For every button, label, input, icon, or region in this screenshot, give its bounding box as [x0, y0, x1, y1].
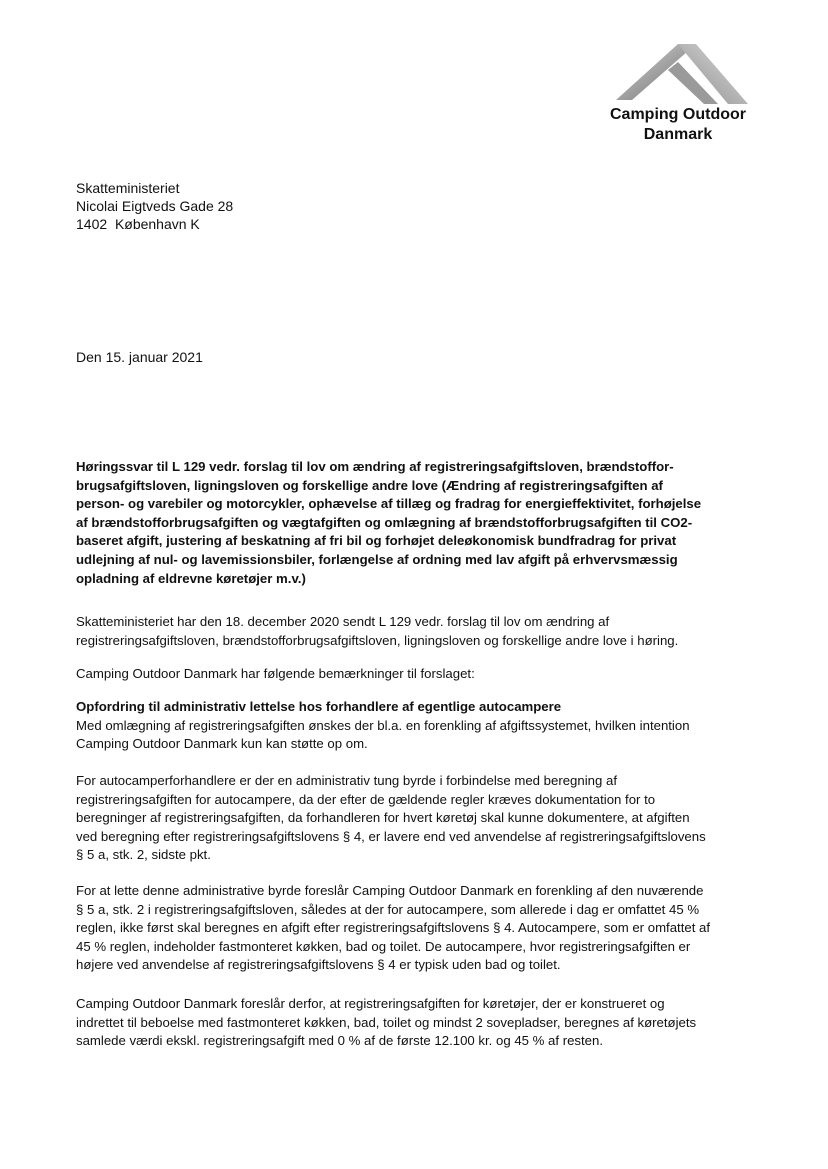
- letter-date: Den 15. januar 2021: [76, 349, 203, 365]
- paragraph-line: Skatteministeriet har den 18. december 2020 sendt L 129 vedr. forslag til lov om ændring af: [76, 614, 610, 629]
- paragraph-line: Camping Outdoor Danmark har følgende bemærkninger til forslaget:: [76, 666, 475, 681]
- paragraph-burden: [76, 772, 756, 865]
- paragraph-remarks: [76, 665, 756, 684]
- paragraph-proposal: [76, 882, 756, 975]
- paragraph-line: § 5 a, stk. 2 i registreringsafgiftsloven, således at der for autocampere, som allerede i dag er omfattet 45 %: [76, 901, 700, 917]
- company-logo: [600, 40, 760, 150]
- paragraph-line: § 5 a, stk. 2, sidste pkt.: [76, 847, 211, 863]
- subject-line: baseret afgift, justering af beskatning af fri bil og forhøjet deleøkonomisk bundfradrag for privat: [76, 533, 677, 549]
- paragraph-line: reglen, ikke først skal beregnes en afgift efter registreringsafgiftslovens § 4. Autocampere, som er omfattet af: [76, 920, 711, 936]
- paragraph-line: samlede værdi ekskl. registreringsafgift med 0 % af de første 12.100 kr. og 45 % af resten.: [76, 1033, 604, 1049]
- subject-line: brugsafgiftsloven, ligningsloven og forskellige andre love (Ændring af registreringsafgiften af: [76, 477, 663, 493]
- subject-line: udlejning af nul- og lavemissionsbiler, forlængelse af ordning med lav afgift på erhvervsmæssig: [76, 551, 678, 567]
- subject-line: opladning af eldrevne køretøjer m.v.): [76, 570, 306, 586]
- logo-text-line2: Danmark: [643, 126, 713, 143]
- recipient-city: København K: [114, 216, 200, 232]
- subject-line: af brændstofforbrugsafgiften og vægtafgiften og omlægning af brændstofforbrugsafgiften til CO2-: [76, 514, 693, 530]
- paragraph-line: beregninger af registreringsafgiften, da forhandleren for hvert køretøj skal kunne dokumentere, at afgiften: [76, 810, 690, 826]
- section-heading: Opfordring til administrativ lettelse hos forhandlere af egentlige autocampere: [76, 699, 562, 714]
- letter-subject: [76, 458, 756, 588]
- paragraph-line: For at lette denne administrative byrde foreslår Camping Outdoor Danmark en forenkling af den nuværende: [76, 883, 704, 898]
- recipient-street: Nicolai Eigtveds Gade 28: [76, 198, 234, 214]
- tent-logo-icon: [608, 40, 748, 106]
- paragraph-line: Camping Outdoor Danmark kun kan støtte op om.: [76, 736, 368, 752]
- paragraph-line: højere ved anvendelse af registreringsafgiftslovens § 4 er typisk uden bad og toilet.: [76, 957, 561, 973]
- recipient-postcode-city: [76, 215, 233, 233]
- paragraph-line: registreringsafgiften for autocampere, da der efter de gældende regler kræves dokumentation for to: [76, 791, 656, 807]
- paragraph-simplification: [76, 698, 756, 754]
- paragraph-line: Camping Outdoor Danmark foreslår derfor, at registreringsafgiften for køretøjer, der er konstrueret og: [76, 996, 665, 1011]
- subject-line: Høringssvar til L 129 vedr. forslag til lov om ændring af registreringsafgiftsloven, brændstoffor-: [76, 459, 674, 474]
- paragraph-line: ved beregning efter registreringsafgiftslovens § 4, er lavere end ved anvendelse af registreringsafgiftslovens: [76, 828, 706, 844]
- recipient-postcode: 1402: [76, 216, 108, 232]
- paragraph-line: indrettet til beboelse med fastmonteret køkken, bad, toilet og mindst 2 sovepladser, beregnes af køretøjets: [76, 1014, 697, 1030]
- recipient-name: Skatteministeriet: [76, 180, 180, 196]
- subject-line: person- og varebiler og motorcykler, ophævelse af tillæg og fradrag for energieffektivitet, forhøjelse: [76, 496, 702, 512]
- paragraph-intro: [76, 613, 756, 650]
- paragraph-line: registreringsafgiftsloven, brændstofforbrugsafgiftsloven, ligningsloven og forskellige andre love i høring.: [76, 632, 679, 648]
- paragraph-conclusion: [76, 995, 756, 1051]
- logo-text-line1: Camping Outdoor: [610, 106, 746, 123]
- paragraph-line: For autocamperforhandlere er der en administrativ tung byrde i forbindelse med beregning af: [76, 773, 617, 788]
- paragraph-line: Med omlægning af registreringsafgiften ønskes der bl.a. en forenkling af afgiftssystemet, hvilken intention: [76, 717, 690, 733]
- paragraph-line: 45 % reglen, indeholder fastmonteret køkken, bad og toilet. De autocampere, hvor registreringsafgiften er: [76, 938, 691, 954]
- recipient-address: [76, 179, 233, 233]
